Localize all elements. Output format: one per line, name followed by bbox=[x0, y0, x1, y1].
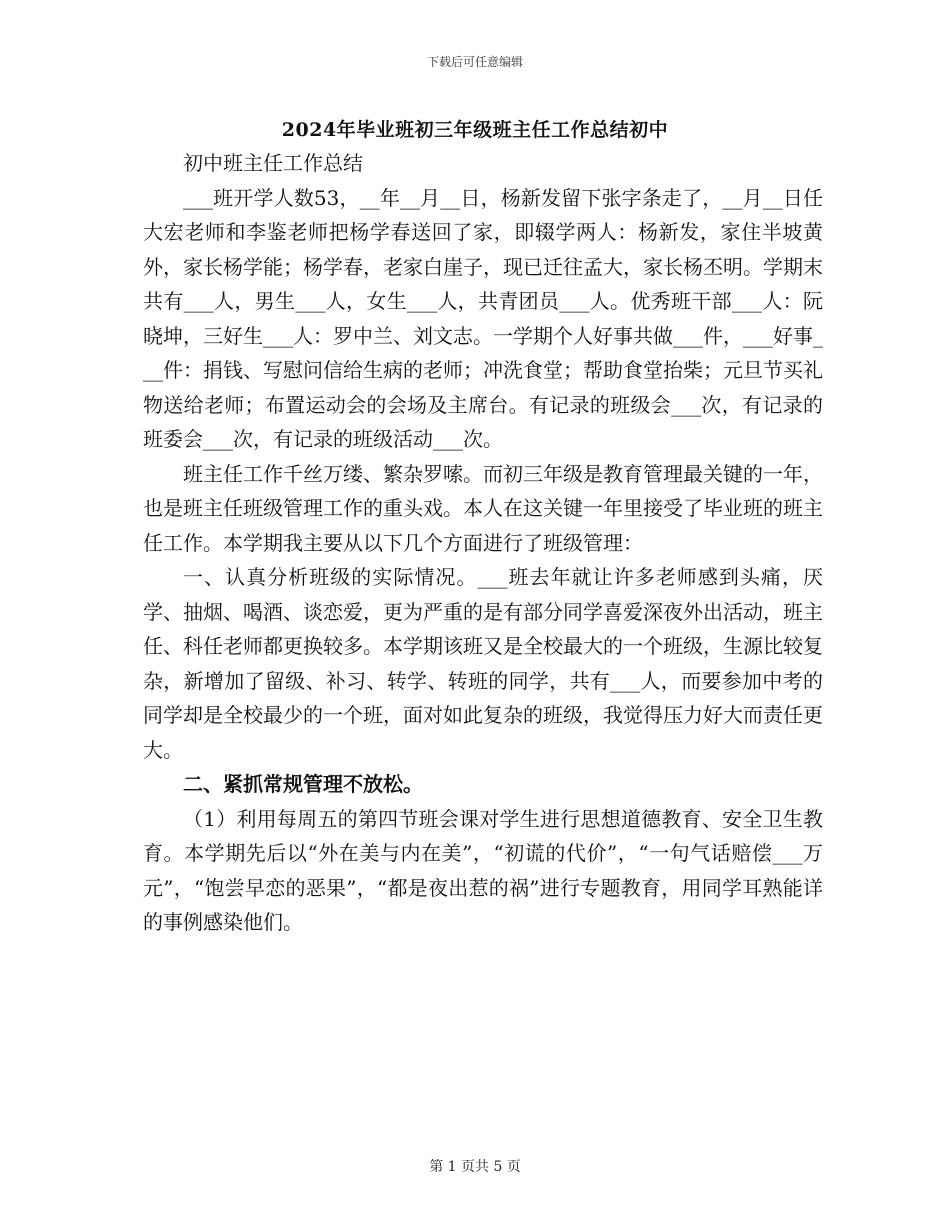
header-note: 下载后可任意编辑 bbox=[426, 55, 523, 69]
subtitle-paragraph: 初中班主任工作总结 bbox=[183, 151, 363, 175]
page-number: 第 1 页共 5 页 bbox=[429, 1159, 521, 1175]
document-title: 2024年毕业班初三年级班主任工作总结初中 bbox=[281, 119, 669, 141]
section-one-paragraph: 一、认真分析班级的实际情况。___班去年就让许多老师感到头痛，厌学、抽烟、喝酒、谈恋爱，更为严重的是有部分同学喜爱深夜外出活动，班主任、科任老师都更换较多。本学期该班又是全校最大的一个班级，生源比较复杂，新增加了留级、补习、转学、转班的同学，共有___人，而要参加中考的同学却是全校最少的一个班，面对如此复杂的班级，我觉得压力好大而责任更大。 bbox=[143, 565, 823, 762]
section-two-item-1: （1）利用每周五的第四节班会课对学生进行思想道德教育、安全卫生教育。本学期先后以“外在美与内在美”，“初谎的代价”，“一句气话赔偿___万元”，“饱尝早恋的恶果”，“都是夜出惹的祸”进行专题教育，用同学耳熟能详的事例感染他们。 bbox=[143, 806, 823, 934]
document-body bbox=[143, 146, 823, 940]
class-statistics-paragraph: ___班开学人数53，__年__月__日，杨新发留下张字条走了，__月__日任大宏老师和李鉴老师把杨学春送回了家，即辍学两人：杨新发，家住半坡黄外，家长杨学能；杨学春，老家白崖子，现已迁往孟大，家长杨丕明。学期末共有___人，男生___人，女生___人，共青团员___人。优秀班干部___人：阮晓坤，三好生___人：罗中兰、刘文志。一学期个人好事共做___件，___好事___件：捐钱、写慰问信给生病的老师；冲洗食堂；帮助食堂抬柴；元旦节买礼物送给老师；布置运动会的会场及主席台。有记录的班级会___次，有记录的班委会___次，有记录的班级活动___次。 bbox=[143, 185, 823, 451]
intro-paragraph: 班主任工作千丝万缕、繁杂罗嗦。而初三年级是教育管理最关键的一年，也是班主任班级管理工作的重头戏。本人在这关键一年里接受了毕业班的班主任工作。本学期我主要从以下几个方面进行了班级管理： bbox=[143, 461, 823, 555]
section-two-heading: 二、紧抓常规管理不放松。 bbox=[183, 772, 423, 796]
